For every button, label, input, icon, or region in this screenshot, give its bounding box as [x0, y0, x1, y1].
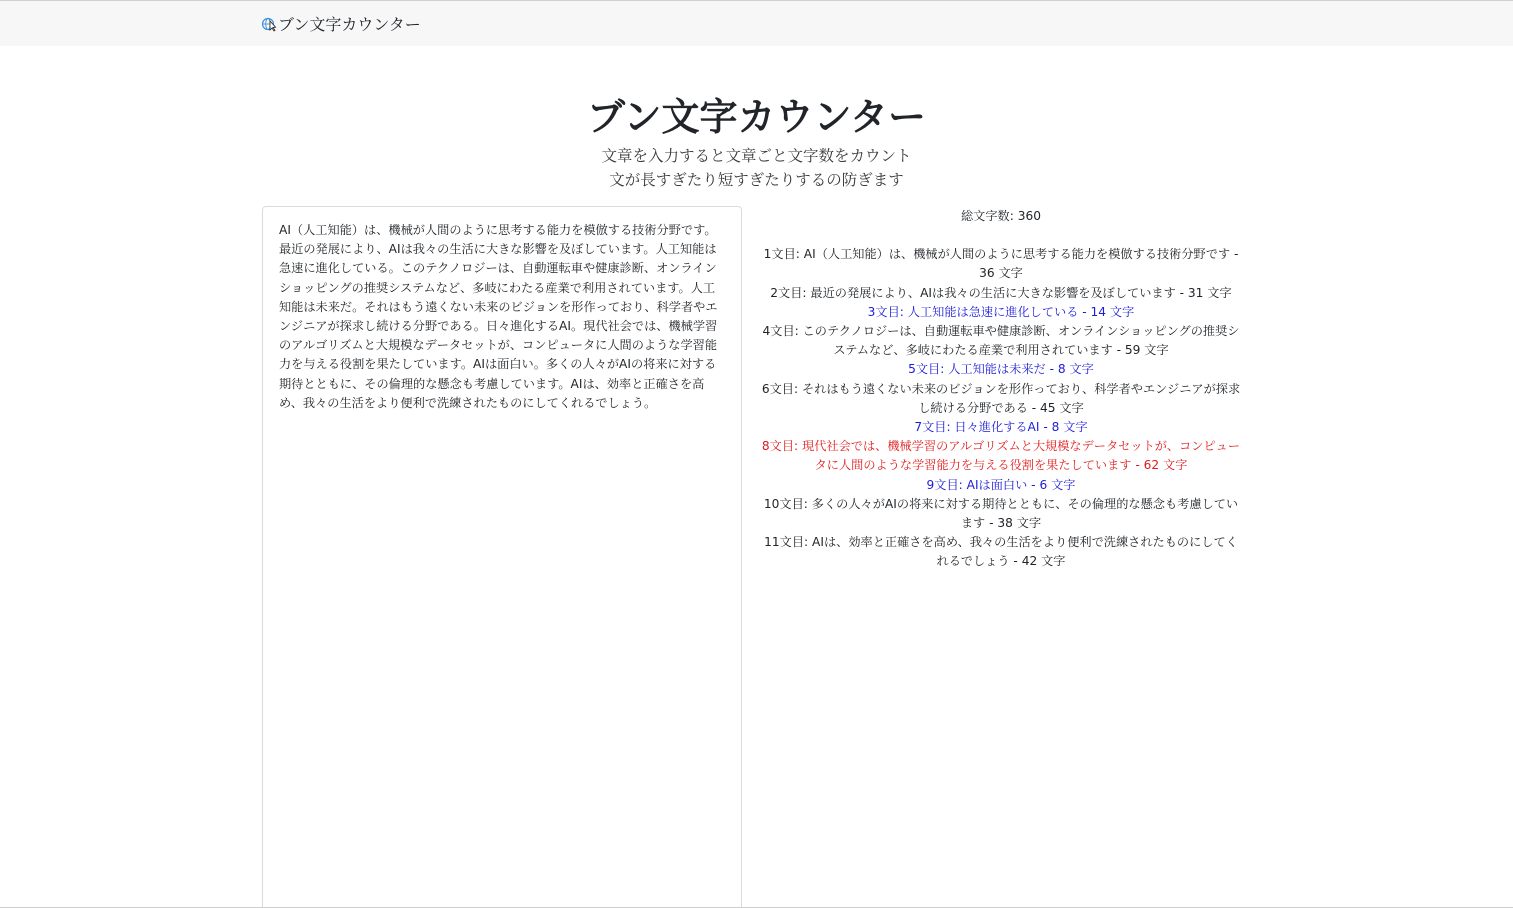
page-title: ブン文字カウンター: [587, 95, 926, 139]
sentence-result: 8文目: 現代社会では、機械学習のアルゴリズムと大規模なデータセットが、コンピュータに人間のような学習能力を与える役割を果たしています - 62 文字: [761, 439, 1241, 473]
globe-cursor-icon: [261, 16, 277, 32]
sentence-result: 2文目: 最近の発展により、AIは我々の生活に大きな影響を及ぼしています - 31 文字: [770, 285, 1232, 300]
sentence-result: 7文目: 日々進化するAI - 8 文字: [914, 420, 1088, 435]
navbar: [0, 1, 1513, 46]
sentence-result: 1文目: AI（人工知能）は、機械が人間のように思考する能力を模倣する技術分野です - 36 文字: [763, 247, 1239, 281]
sentence-result: 10文目: 多くの人々がAIの将来に対する期待とともに、その倫理的な懸念も考慮しています - 38 文字: [763, 496, 1239, 531]
text-input[interactable]: [262, 206, 742, 908]
hero: [0, 94, 1513, 192]
subtitle-line-1: 文章を入力すると文章ごと文字数をカウント: [601, 147, 912, 165]
brand-link[interactable]: [261, 12, 421, 35]
sentence-result: 3文目: 人工知能は急速に進化している - 14 文字: [867, 304, 1135, 319]
sentence-result: 4文目: このテクノロジーは、自動運転車や健康診断、オンラインショッピングの推奨システムなど、多岐にわたる産業で利用されています - 59 文字: [762, 324, 1240, 358]
brand-text: ブン文字カウンター: [278, 15, 421, 34]
sentence-result: 11文目: AIは、効率と正確さを高め、我々の生活をより便利で洗練されたものにしてくれるでしょう - 42 文字: [764, 535, 1238, 569]
subtitle-line-2: 文が長すぎたり短すぎたりするの防ぎます: [609, 171, 904, 189]
total-count: 総文字数: 360: [961, 209, 1041, 223]
results-panel: [760, 206, 1242, 572]
sentence-result: 9文目: AIは面白い - 6 文字: [926, 477, 1076, 492]
sentence-list: [760, 245, 1242, 571]
workspace: [262, 206, 1252, 908]
sentence-result: 6文目: それはもう遠くない未来のビジョンを形作っており、科学者やエンジニアが探求し続ける分野である - 45 文字: [761, 381, 1241, 415]
sentence-result: 5文目: 人工知能は未来だ - 8 文字: [908, 362, 1094, 377]
